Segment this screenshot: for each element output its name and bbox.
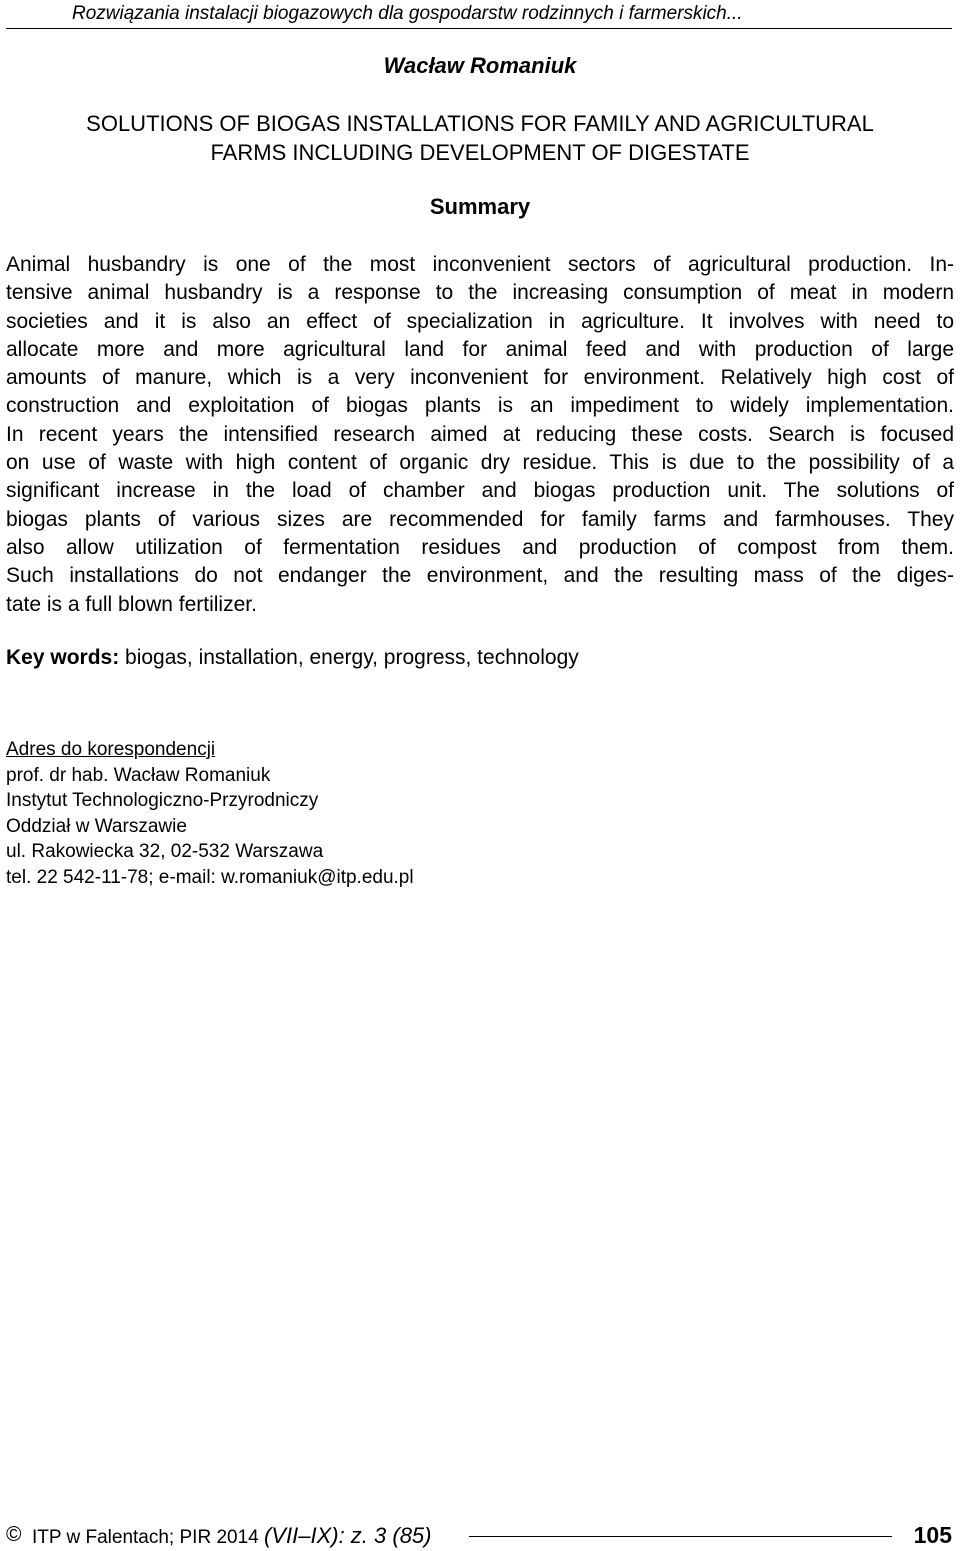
footer-issue-number: : z. 3 (85) (338, 1523, 432, 1548)
abstract-line: In recent years the intensified research aimed at reducing these costs. Search is focused (6, 422, 954, 446)
abstract-line: on use of waste with high content of organic dry residue. This is due to the possibility of a (6, 451, 954, 475)
summary-heading: Summary (429, 194, 531, 219)
address-line: Instytut Technologiczno-Przyrodniczy (6, 790, 319, 812)
footer-rule (469, 1536, 892, 1537)
footer-publisher: ITP w Falentach; PIR 2014 (32, 1527, 264, 1548)
abstract-line: tensive animal husbandry is a response to the increasing consumption of meat in modern (6, 281, 954, 305)
abstract-line: amounts of manure, which is a very inconvenient for environment. Relatively high cost of (6, 366, 954, 390)
address-line: Oddział w Warszawie (6, 815, 187, 837)
abstract-line: construction and exploitation of biogas plants is an impediment to widely implementation. (6, 394, 954, 418)
correspondence-address (6, 737, 414, 891)
abstract-line: Animal husbandry is one of the most inconvenient sectors of agricultural production. In- (6, 253, 954, 276)
abstract-line: also allow utilization of fermentation residues and production of compost from them. (6, 535, 954, 559)
address-heading: Adres do korespondencji (6, 739, 216, 760)
address-line: prof. dr hab. Wacław Romaniuk (6, 764, 271, 786)
abstract-line: allocate more and more agricultural land for animal feed and with production of large (6, 337, 954, 361)
title-line: FARMS INCLUDING DEVELOPMENT OF DIGESTATE (210, 140, 750, 165)
footer-issue-months: (VII–IX) (264, 1523, 339, 1548)
footer-citation (32, 1523, 432, 1551)
address-line: ul. Rakowiecka 32, 02-532 Warszawa (6, 841, 324, 863)
title-line: SOLUTIONS OF BIOGAS INSTALLATIONS FOR FAMILY AND AGRICULTURAL (86, 111, 874, 136)
abstract-line: tate is a full blown fertilizer. (6, 592, 257, 616)
keywords-text: biogas, installation, energy, progress, technology (119, 646, 579, 669)
keywords-label: Key words: (6, 646, 120, 669)
author-name: Wacław Romaniuk (383, 53, 577, 78)
abstract-line: significant increase in the load of chamber and biogas production unit. The solutions of (6, 479, 954, 503)
keywords (6, 644, 579, 672)
abstract-line: Such installations do not endanger the environment, and the resulting mass of the diges- (6, 564, 954, 588)
copyright-icon: © (6, 1523, 22, 1546)
page-footer (6, 1521, 952, 1551)
abstract-line: societies and it is also an effect of specialization in agriculture. It involves with need to (6, 309, 954, 333)
running-head (6, 2, 952, 29)
abstract-line: biogas plants of various sizes are recommended for family farms and farmhouses. They (6, 507, 954, 531)
paper-title (6, 109, 954, 167)
page-number: 105 (913, 1522, 952, 1548)
running-head-text: Rozwiązania instalacji biogazowych dla gospodarstw rodzinnych i farmerskich... (72, 3, 743, 24)
address-line: tel. 22 542-11-78; e-mail: w.romaniuk@itp.edu.pl (6, 866, 414, 888)
abstract-paragraph (6, 251, 954, 619)
